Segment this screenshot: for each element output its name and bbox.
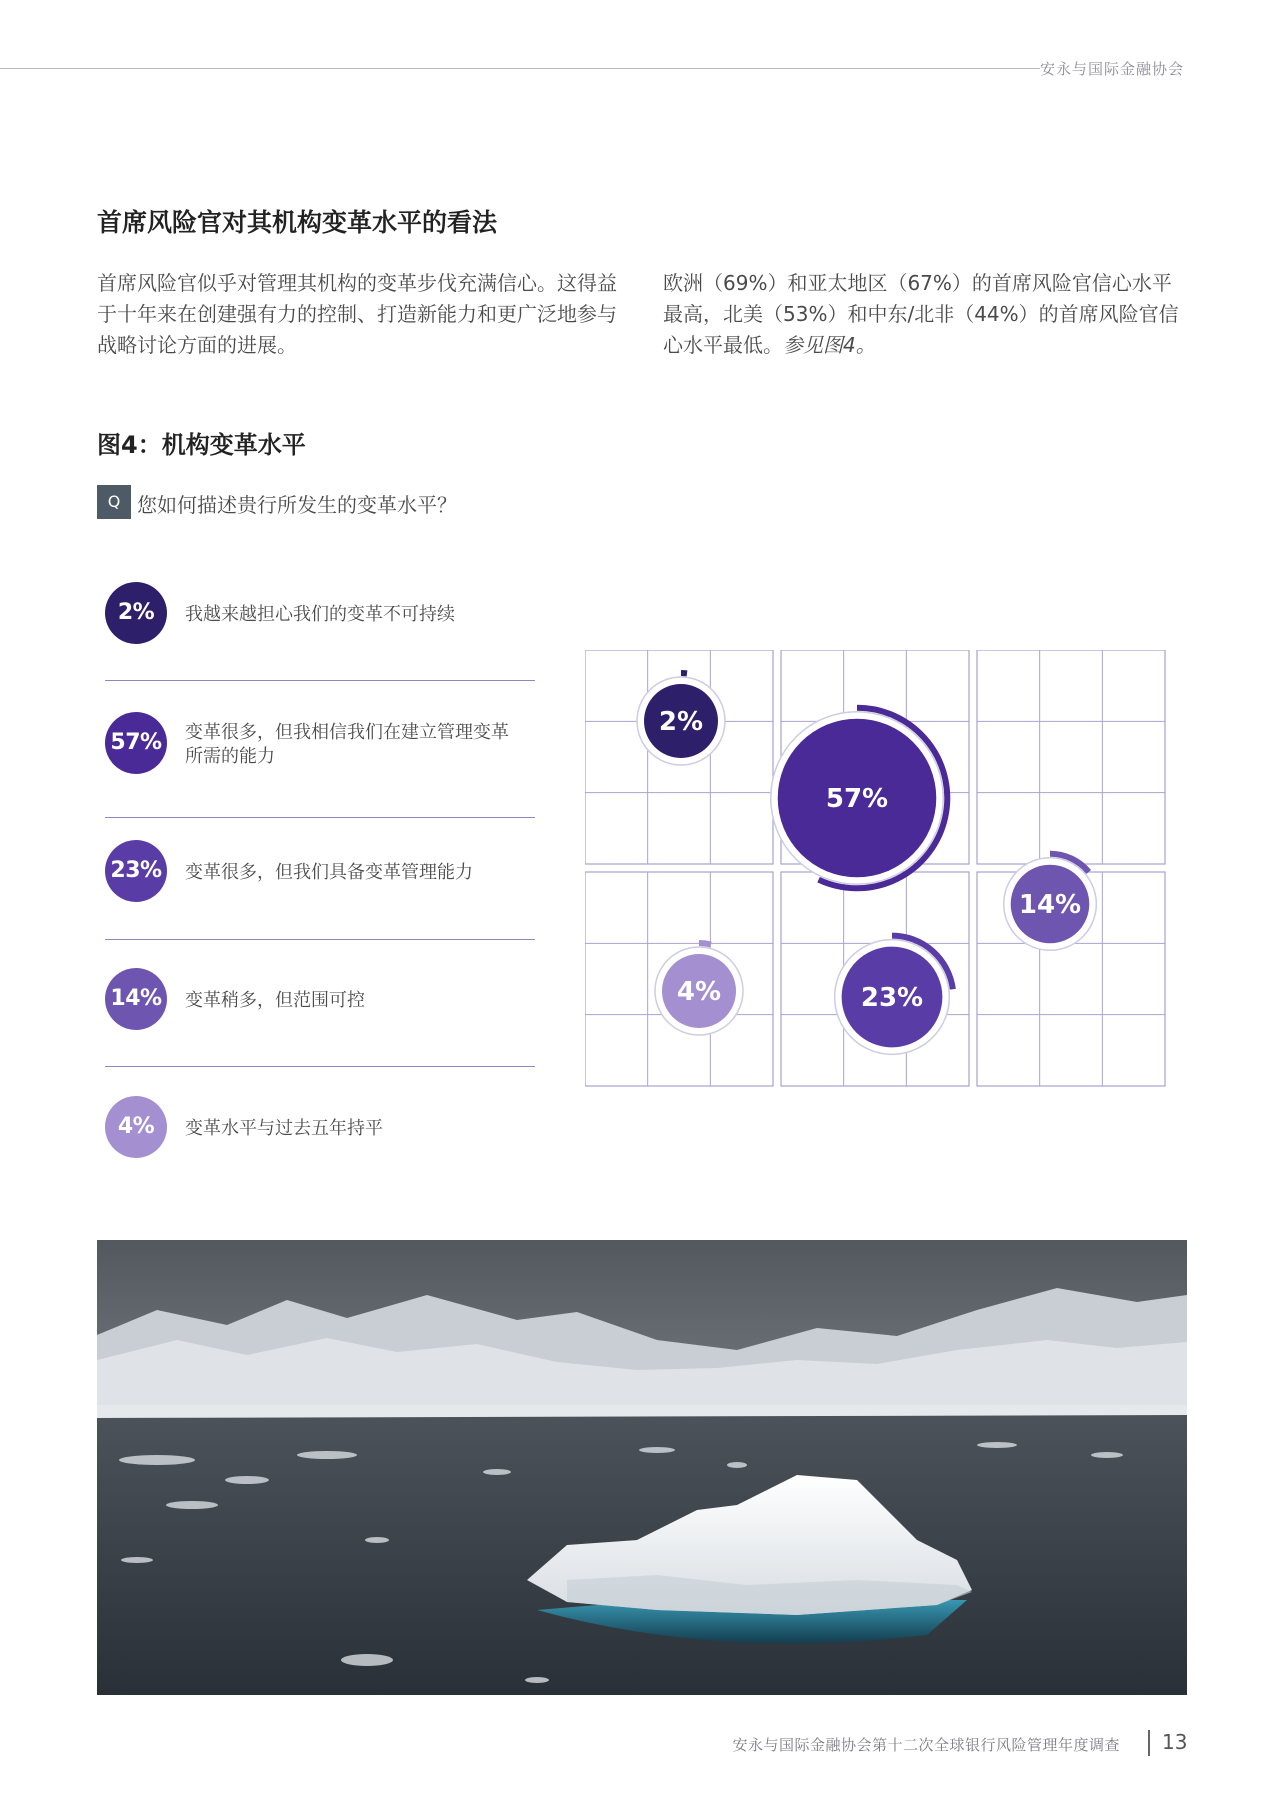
header-brand: 安永与国际金融协会 (1039, 60, 1184, 78)
footer-text: 安永与国际金融协会第十二次全球银行风险管理年度调查 (732, 1736, 1120, 1754)
legend-divider (105, 680, 535, 681)
legend-badge: 14% (105, 968, 167, 1030)
legend-divider (105, 939, 535, 940)
legend-item (105, 840, 535, 906)
bubble-label: 4% (676, 977, 722, 1007)
bubble-label: 14% (1018, 890, 1082, 920)
legend-label: 我越来越担心我们的变革不可持续 (185, 604, 455, 625)
bubble-2pct (637, 673, 725, 765)
question-text: 您如何描述贵行所发生的变革水平？ (137, 493, 457, 517)
legend-badge: 57% (105, 712, 167, 774)
legend-label: 变革很多，但我相信我们在建立管理变革所需的能力 (185, 722, 509, 767)
question-badge: Q (97, 485, 131, 519)
bubble-chart (585, 650, 1175, 1090)
figure-reference: 参见图4。 (783, 333, 876, 357)
bubble-label: 23% (860, 983, 924, 1013)
bubble-57pct (771, 708, 948, 889)
bubble-arc (699, 943, 711, 945)
bubble-23pct (835, 936, 953, 1055)
footer-divider (1148, 1730, 1150, 1756)
page-number: 13 (1162, 1730, 1188, 1754)
legend-item (105, 712, 535, 778)
grid-panel (977, 650, 1165, 864)
legend-divider (105, 817, 535, 818)
legend-label: 变革稍多，但范围可控 (185, 990, 365, 1011)
section-title: 首席风险官对其机构变革水平的看法 (97, 208, 498, 237)
legend-badge: 2% (105, 582, 167, 644)
legend-divider (105, 1066, 535, 1067)
bubble-label: 57% (825, 784, 889, 814)
figure-title: 图4：机构变革水平 (97, 431, 306, 459)
legend-label: 变革很多，但我们具备变革管理能力 (185, 862, 473, 883)
paragraph-right (663, 268, 1188, 361)
header-rule (0, 68, 1040, 69)
bubble-label: 2% (658, 707, 704, 737)
legend-badge: 23% (105, 840, 167, 902)
legend-item (105, 1096, 535, 1162)
iceberg-photo (97, 1240, 1187, 1695)
legend-item (105, 968, 535, 1034)
legend-label: 变革水平与过去五年持平 (185, 1118, 383, 1139)
paragraph-left: 首席风险官似乎对管理其机构的变革步伐充满信心。这得益于十年来在创建强有力的控制、打造新能力和更广泛地参与战略讨论方面的进展。 (97, 271, 617, 357)
legend-badge: 4% (105, 1096, 167, 1158)
paragraph-right-main: 欧洲（69%）和亚太地区（67%）的首席风险官信心水平最高，北美（53%）和中东/北非（44%）的首席风险官信心水平最低。 (663, 271, 1179, 357)
legend-item (105, 582, 535, 648)
bubble-4pct (655, 943, 743, 1035)
bubble-14pct (1004, 854, 1097, 951)
